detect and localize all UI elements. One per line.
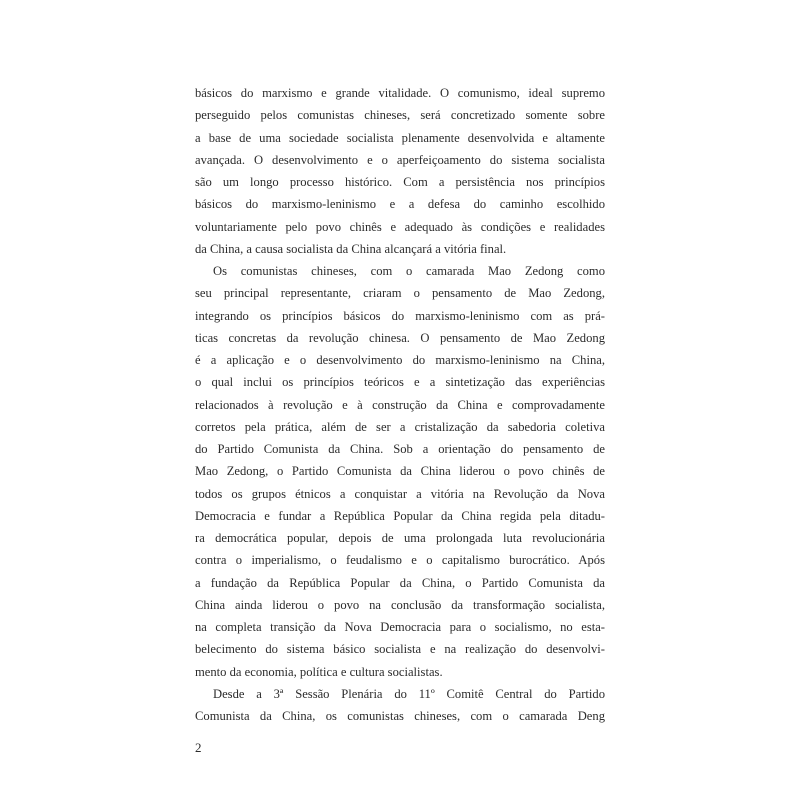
page-number: 2 (195, 740, 202, 755)
text-line: mento da economia, política e cultura socialistas. (195, 664, 443, 679)
text-line: integrando os princípios básicos do marxismo-leninismo com as prá- (195, 308, 605, 323)
text-line: belecimento do sistema básico socialista e na realização do desenvolvi- (195, 642, 605, 657)
text-line: Comunista da China, os comunistas chineses, com o camarada Deng (195, 709, 605, 723)
text-line: na completa transição da Nova Democracia para o socialismo, no esta- (195, 620, 605, 634)
text-line: o qual inclui os princípios teóricos e a sintetização das experiências (195, 375, 605, 390)
text-line: Desde a 3ª Sessão Plenária do 11º Comitê Central do Partido (213, 686, 605, 701)
text-line: corretos pela prática, além de ser a cristalização da sabedoria coletiva (195, 419, 605, 434)
text-line: Mao Zedong, o Partido Comunista da China liderou o povo chinês de (195, 464, 605, 479)
text-line: China ainda liderou o povo na conclusão da transformação socialista, (195, 597, 605, 612)
text-line: avançada. O desenvolvimento e o aperfeiçoamento do sistema socialista (195, 152, 605, 167)
text-line: relacionados à revolução e à construção da China e comprovadamente (195, 397, 605, 412)
text-line: voluntariamente pelo povo chinês e adequado às condições e realidades (195, 219, 605, 234)
text-line: básicos do marxismo-leninismo e a defesa do caminho escolhido (195, 197, 605, 212)
text-line: a base de uma sociedade socialista plenamente desenvolvida e altamente (195, 130, 605, 145)
text-line: contra o imperialismo, o feudalismo e o capitalismo burocrático. Após (195, 553, 605, 568)
text-line: são um longo processo histórico. Com a persistência nos princípios (195, 175, 605, 189)
text-line: ticas concretas da revolução chinesa. O pensamento de Mao Zedong (195, 330, 605, 345)
text-line: é a aplicação e o desenvolvimento do marxismo-leninismo na China, (195, 353, 605, 367)
text-line: a fundação da República Popular da China, o Partido Comunista da (195, 575, 605, 590)
text-line: Democracia e fundar a República Popular da China regida pela ditadu- (195, 508, 605, 523)
text-line: todos os grupos étnicos a conquistar a vitória na Revolução da Nova (195, 486, 605, 501)
body-text (195, 82, 605, 727)
text-line: básicos do marxismo e grande vitalidade. O comunismo, ideal supremo (195, 86, 605, 100)
text-line: Os comunistas chineses, com o camarada Mao Zedong como (213, 264, 605, 278)
text-line: perseguido pelos comunistas chineses, será concretizado somente sobre (195, 108, 605, 123)
text-line: seu principal representante, criaram o pensamento de Mao Zedong, (195, 286, 605, 301)
text-line: do Partido Comunista da China. Sob a orientação do pensamento de (195, 442, 605, 456)
text-line: da China, a causa socialista da China alcançará a vitória final. (195, 241, 507, 256)
text-line: ra democrática popular, depois de uma prolongada luta revolucionária (195, 531, 605, 545)
